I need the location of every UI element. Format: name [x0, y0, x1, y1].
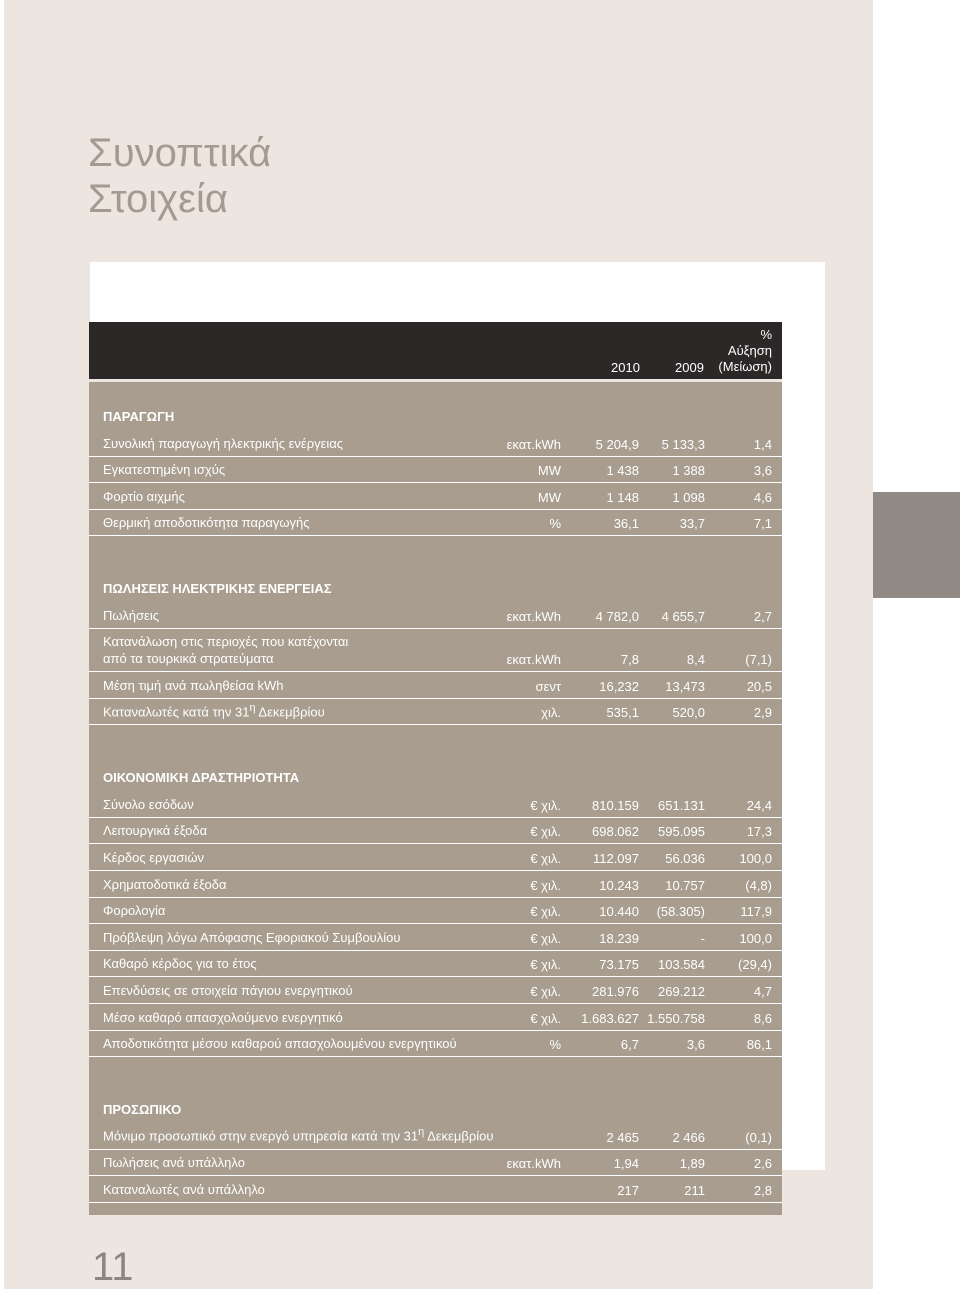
table-row: [89, 898, 782, 925]
row-label: Λειτουργικά έξοδα: [103, 823, 208, 839]
summary-table: [89, 322, 782, 1215]
header-pct-increase: Αύξηση: [727, 343, 772, 358]
value-2009: 56.036: [665, 850, 705, 866]
value-2010: 5 204,9: [595, 436, 639, 452]
section-title: ΠΡΟΣΩΠΙΚΟ: [103, 1102, 182, 1118]
value-pct: 7,1: [753, 516, 772, 532]
value-2009: 103.584: [658, 957, 705, 973]
value-2009: 211: [684, 1182, 705, 1198]
value-2009: 1,89: [679, 1156, 705, 1172]
row-label-line-1: Κατανάλωση στις περιοχές που κατέχονται: [103, 633, 349, 649]
value-2009: 2 466: [672, 1129, 705, 1145]
table-row: [89, 951, 782, 978]
table-row: [89, 510, 782, 537]
section-personnel: [89, 1075, 782, 1215]
left-background-band: [4, 262, 90, 1207]
value-pct: 2,6: [753, 1156, 772, 1172]
value-2010: 1 148: [606, 489, 639, 505]
row-label: [103, 700, 325, 720]
value-2010: 10.440: [599, 904, 639, 920]
row-label-text: Μόνιμο προσωπικό στην ενεργό υπηρεσία κατά την 31: [103, 1128, 419, 1144]
value-2009: 269.212: [658, 983, 705, 999]
page-title-line-1: Συνοπτικά: [88, 131, 272, 175]
table-row: [89, 977, 782, 1004]
value-2009: 1 388: [672, 463, 705, 479]
value-pct: 8,6: [753, 1010, 772, 1026]
section-title: ΟΙΚΟΝΟΜΙΚΗ ΔΡΑΣΤΗΡΙΟΤΗΤΑ: [103, 770, 300, 786]
table-row: [89, 924, 782, 951]
footer-background: [4, 1207, 873, 1289]
row-label: Φορολογία: [103, 903, 166, 919]
table-row: [89, 1150, 782, 1177]
table-row: [89, 1176, 782, 1203]
header-pct-symbol: %: [760, 327, 772, 342]
section-title: ΠΩΛΗΣΕΙΣ ΗΛΕΚΤΡΙΚΗΣ ΕΝΕΡΓΕΙΑΣ: [103, 581, 332, 597]
value-2010: 7,8: [620, 651, 639, 667]
table-row: [89, 699, 782, 726]
section-electricity-sales: [89, 554, 782, 743]
page-title-line-2: Στοιχεία: [88, 177, 229, 221]
value-pct: 1,4: [753, 436, 772, 452]
value-2009: 1 098: [672, 489, 705, 505]
row-label: Συνολική παραγωγή ηλεκτρικής ενέργειας: [103, 435, 344, 451]
value-2009: 5 133,3: [661, 436, 705, 452]
value-2009: 4 655,7: [661, 608, 705, 624]
page-number: 11: [92, 1245, 134, 1289]
value-pct: 2,7: [753, 608, 772, 624]
table-row: [89, 629, 782, 672]
value-pct: (7,1): [745, 651, 772, 667]
table-row: [89, 871, 782, 898]
row-unit: € χιλ.: [530, 983, 561, 999]
value-pct: 100,0: [739, 850, 772, 866]
section-production: [89, 382, 782, 554]
header-pct-decrease: (Μείωση): [718, 359, 772, 374]
row-label-line-2: από τα τουρκικά στρατεύματα: [103, 650, 274, 666]
table-row: [89, 457, 782, 484]
value-2009: 1.550.758: [647, 1010, 705, 1026]
header-change-pct: [718, 327, 772, 375]
value-pct: (29,4): [738, 957, 772, 973]
row-label: Θερμική αποδοτικότητα παραγωγής: [103, 515, 310, 531]
value-2010: 1.683.627: [581, 1010, 639, 1026]
row-unit: εκατ.kWh: [506, 651, 561, 667]
row-label-text-end: Δεκεμβρίου: [255, 704, 325, 720]
section-financial-activity: [89, 743, 782, 1075]
table-row: [89, 791, 782, 818]
value-2009: 33,7: [679, 516, 705, 532]
value-2010: 18.239: [599, 930, 639, 946]
row-label: [103, 633, 348, 667]
table-row: [89, 1031, 782, 1058]
row-label: Φορτίο αιχμής: [103, 488, 185, 504]
value-2010: 1 438: [606, 463, 639, 479]
value-2009: 3,6: [686, 1037, 705, 1053]
row-unit: € χιλ.: [530, 797, 561, 813]
value-pct: 86,1: [746, 1037, 772, 1053]
value-2010: 16,232: [599, 678, 639, 694]
row-unit: € χιλ.: [530, 904, 561, 920]
value-pct: 4,7: [753, 983, 772, 999]
superscript: η: [418, 1126, 425, 1139]
row-label: Εγκατεστημένη ισχύς: [103, 462, 226, 478]
row-label: Πωλήσεις: [103, 607, 159, 623]
value-pct: 2,8: [753, 1182, 772, 1198]
row-label: Επενδύσεις σε στοιχεία πάγιου ενεργητικού: [103, 982, 353, 998]
value-2010: 36,1: [613, 516, 639, 532]
header-2009: 2009: [675, 360, 704, 375]
side-tab-marker: [873, 492, 960, 598]
row-unit: MW: [537, 489, 561, 505]
row-label: [103, 1124, 493, 1144]
value-2010: 4 782,0: [595, 608, 639, 624]
superscript: η: [249, 701, 256, 714]
value-2009: 520,0: [672, 705, 705, 721]
table-row: [89, 1123, 782, 1150]
row-label: Πωλήσεις ανά υπάλληλο: [103, 1155, 245, 1171]
row-unit: %: [549, 1037, 561, 1053]
row-unit: € χιλ.: [530, 877, 561, 893]
row-label: Κέρδος εργασιών: [103, 849, 204, 865]
value-2009: 10.757: [665, 877, 705, 893]
row-unit: εκατ.kWh: [506, 608, 561, 624]
row-unit: %: [549, 516, 561, 532]
value-pct: (4,8): [745, 877, 772, 893]
value-2010: 810.159: [592, 797, 639, 813]
value-pct: 117,9: [740, 904, 772, 920]
header-2010: 2010: [611, 360, 640, 375]
row-label: Μέση τιμή ανά πωληθείσα kWh: [103, 677, 284, 693]
value-2009: 651.131: [658, 797, 705, 813]
value-2010: 2 465: [606, 1129, 639, 1145]
page-title: [88, 130, 271, 222]
row-label: Σύνολο εσόδων: [103, 796, 194, 812]
value-2010: 698.062: [592, 824, 639, 840]
table-row: [89, 818, 782, 845]
value-pct: (0,1): [745, 1129, 772, 1145]
row-unit: € χιλ.: [530, 850, 561, 866]
value-2009: 13,473: [665, 678, 705, 694]
table-header: [89, 322, 782, 379]
table-row: [89, 844, 782, 871]
row-unit: € χιλ.: [530, 1010, 561, 1026]
row-label-text: Καταναλωτές κατά την 31: [103, 704, 250, 720]
row-unit: € χιλ.: [530, 930, 561, 946]
row-label-text-end: Δεκεμβρίου: [424, 1128, 494, 1144]
value-2010: 73.175: [599, 957, 639, 973]
row-unit: € χιλ.: [530, 824, 561, 840]
value-pct: 24,4: [746, 797, 772, 813]
value-pct: 2,9: [753, 705, 772, 721]
table-row: [89, 602, 782, 629]
value-2010: 6,7: [620, 1037, 639, 1053]
value-pct: 17,3: [746, 824, 772, 840]
value-2010: 112.097: [592, 850, 639, 866]
row-unit: εκατ.kWh: [506, 436, 561, 452]
value-2010: 10.243: [599, 877, 639, 893]
table-row: [89, 672, 782, 699]
right-background-band: [825, 262, 873, 1207]
value-2009: 595.095: [658, 824, 705, 840]
row-label: Αποδοτικότητα μέσου καθαρού απασχολουμένου ενεργητικού: [103, 1036, 457, 1052]
row-label: Μέσο καθαρό απασχολούμενο ενεργητικό: [103, 1009, 343, 1025]
row-label: Πρόβλεψη λόγω Απόφασης Εφοριακού Συμβουλίου: [103, 929, 401, 945]
table-row: [89, 1004, 782, 1031]
row-unit: σεντ: [535, 678, 561, 694]
table-row: [89, 483, 782, 510]
row-label: Καταναλωτές ανά υπάλληλο: [103, 1181, 265, 1197]
row-unit: MW: [537, 463, 561, 479]
value-2010: 217: [617, 1182, 639, 1198]
row-label: Καθαρό κέρδος για το έτος: [103, 956, 257, 972]
value-2010: 1,94: [613, 1156, 639, 1172]
row-unit: εκατ.kWh: [506, 1156, 561, 1172]
value-pct: 4,6: [753, 489, 772, 505]
value-pct: 100,0: [739, 930, 772, 946]
value-2010: 281.976: [592, 983, 639, 999]
table-row: [89, 430, 782, 457]
value-pct: 3,6: [753, 463, 772, 479]
row-unit: € χιλ.: [530, 957, 561, 973]
value-2009: (58.305): [656, 904, 705, 920]
row-label: Χρηματοδοτικά έξοδα: [103, 876, 227, 892]
value-pct: 20,5: [746, 678, 772, 694]
value-2010: 535,1: [606, 705, 639, 721]
section-title: ΠΑΡΑΓΩΓΗ: [103, 409, 175, 424]
value-2009: -: [700, 930, 705, 946]
value-2009: 8,4: [686, 651, 705, 667]
row-unit: χιλ.: [541, 705, 561, 721]
